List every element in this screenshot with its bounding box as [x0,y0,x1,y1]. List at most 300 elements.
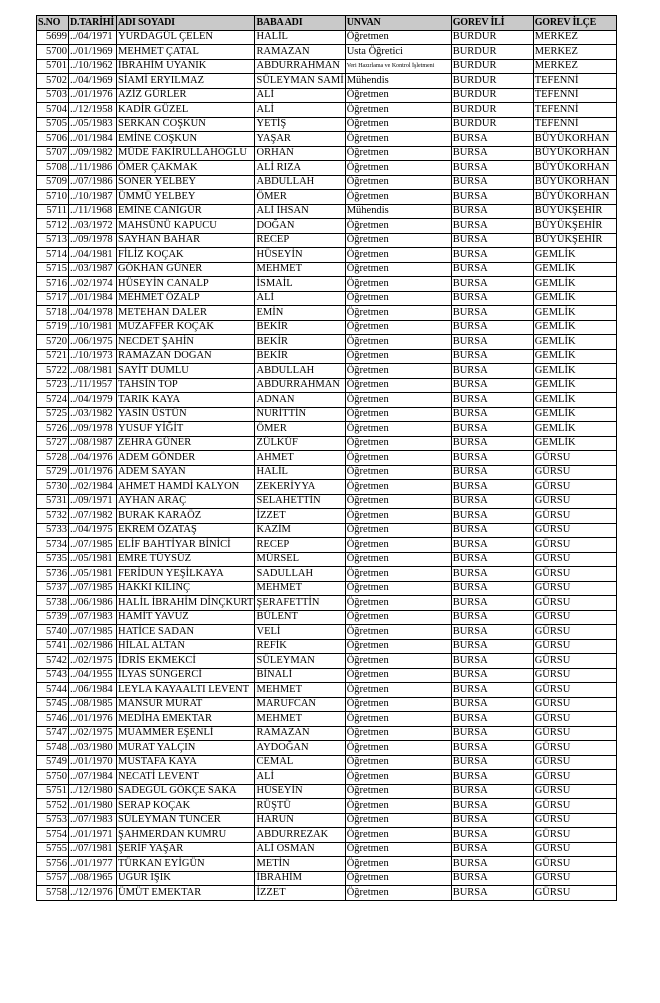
table-row [37,741,617,756]
cell-father-name: ABDULLAH [255,175,345,190]
cell-father-name: MEHMET [255,683,345,698]
cell-birth-date: ../01/1984 [69,291,117,306]
cell-birth-date: ../07/1983 [69,610,117,625]
table-row [37,45,617,60]
cell-district: GÜRSU [533,886,616,901]
cell-district: BÜYÜKŞEHİR [533,219,616,234]
table-row [37,494,617,509]
table-row [37,886,617,901]
table-row [37,204,617,219]
cell-full-name: RAMAZAN DOĞAN [117,349,255,364]
cell-province: BURSA [451,161,533,176]
cell-title: Öğretmen [345,639,451,654]
table-row [37,567,617,582]
cell-district: GÜRSU [533,610,616,625]
cell-district: GÜRSU [533,813,616,828]
cell-district: BÜYÜKORHAN [533,132,616,147]
cell-full-name: YASİN ÜSTÜN [117,407,255,422]
table-row [37,233,617,248]
cell-province: BURSA [451,842,533,857]
cell-title: Öğretmen [345,828,451,843]
table-row [37,480,617,495]
cell-province: BURSA [451,349,533,364]
cell-birth-date: ../07/1985 [69,581,117,596]
cell-sno: 5758 [37,886,69,901]
cell-father-name: HÜSEYİN [255,248,345,263]
cell-father-name: HALİL [255,30,345,45]
cell-father-name: RAMAZAN [255,726,345,741]
cell-district: GÜRSU [533,654,616,669]
cell-sno: 5716 [37,277,69,292]
cell-father-name: İZZET [255,509,345,524]
cell-district: GEMLİK [533,393,616,408]
cell-sno: 5754 [37,828,69,843]
cell-birth-date: ../03/1987 [69,262,117,277]
cell-father-name: BEKİR [255,335,345,350]
cell-district: GEMLİK [533,291,616,306]
table-row [37,683,617,698]
cell-father-name: ABDURREZAK [255,828,345,843]
cell-province: BURSA [451,306,533,321]
cell-birth-date: ../12/1976 [69,886,117,901]
cell-title: Öğretmen [345,480,451,495]
cell-birth-date: ../05/1983 [69,117,117,132]
cell-province: BURSA [451,509,533,524]
cell-province: BURSA [451,813,533,828]
table-row [37,509,617,524]
cell-title: Öğretmen [345,610,451,625]
cell-title: Öğretmen [345,523,451,538]
cell-sno: 5710 [37,190,69,205]
cell-district: GÜRSU [533,639,616,654]
cell-father-name: BİNALİ [255,668,345,683]
cell-full-name: HAMİT YAVUZ [117,610,255,625]
cell-district: GÜRSU [533,683,616,698]
cell-full-name: MANSUR MURAT [117,697,255,712]
cell-sno: 5753 [37,813,69,828]
table-row [37,306,617,321]
cell-province: BURSA [451,422,533,437]
cell-full-name: ELİF BAHTİYAR BİNİCİ [117,538,255,553]
table-row [37,190,617,205]
cell-title: Öğretmen [345,451,451,466]
cell-father-name: BEKİR [255,320,345,335]
cell-title: Öğretmen [345,393,451,408]
cell-sno: 5756 [37,857,69,872]
cell-birth-date: ../01/1970 [69,755,117,770]
cell-father-name: ZÜLKÜF [255,436,345,451]
cell-full-name: SÜLEYMAN TUNCER [117,813,255,828]
cell-full-name: İLYAS SÜNGERCİ [117,668,255,683]
cell-full-name: ÖMER ÇAKMAK [117,161,255,176]
cell-district: BÜYÜKORHAN [533,190,616,205]
cell-father-name: BEKİR [255,349,345,364]
table-row [37,146,617,161]
cell-birth-date: ../05/1981 [69,552,117,567]
cell-sno: 5715 [37,262,69,277]
table-row [37,610,617,625]
cell-title: Öğretmen [345,88,451,103]
cell-full-name: ADEM SAYAN [117,465,255,480]
cell-full-name: MAHSÜNÜ KAPUCU [117,219,255,234]
cell-province: BURSA [451,784,533,799]
table-row [37,248,617,263]
cell-province: BURSA [451,436,533,451]
cell-sno: 5742 [37,654,69,669]
cell-title: Öğretmen [345,654,451,669]
cell-father-name: ABDURRAHMAN [255,59,345,74]
cell-birth-date: ../12/1980 [69,784,117,799]
cell-father-name: ALİ [255,88,345,103]
cell-sno: 5724 [37,393,69,408]
cell-birth-date: ../06/1986 [69,596,117,611]
cell-sno: 5736 [37,567,69,582]
cell-title: Öğretmen [345,103,451,118]
cell-sno: 5734 [37,538,69,553]
cell-district: TEFENNİ [533,117,616,132]
cell-district: GEMLİK [533,378,616,393]
cell-birth-date: ../03/1982 [69,407,117,422]
cell-father-name: ABDULLAH [255,364,345,379]
cell-title: Öğretmen [345,422,451,437]
cell-province: BURSA [451,610,533,625]
cell-district: BÜYÜKORHAN [533,175,616,190]
header-father-name: BABA ADI [255,16,345,31]
table-row [37,726,617,741]
header-full-name: ADI SOYADI [117,16,255,31]
cell-sno: 5725 [37,407,69,422]
cell-district: GÜRSU [533,842,616,857]
cell-title: Öğretmen [345,552,451,567]
cell-full-name: ADEM GÖNDER [117,451,255,466]
cell-father-name: SADULLAH [255,567,345,582]
cell-district: GÜRSU [533,857,616,872]
cell-birth-date: ../11/1957 [69,378,117,393]
cell-sno: 5743 [37,668,69,683]
cell-sno: 5705 [37,117,69,132]
table-row [37,291,617,306]
cell-sno: 5750 [37,770,69,785]
cell-district: GÜRSU [533,726,616,741]
cell-title: Öğretmen [345,262,451,277]
table-row [37,407,617,422]
cell-province: BURSA [451,190,533,205]
cell-birth-date: ../01/1976 [69,88,117,103]
cell-birth-date: ../07/1985 [69,538,117,553]
cell-title: Öğretmen [345,857,451,872]
cell-birth-date: ../09/1982 [69,146,117,161]
cell-sno: 5709 [37,175,69,190]
cell-province: BURSA [451,494,533,509]
cell-full-name: MEHMET ÇATAL [117,45,255,60]
cell-district: GÜRSU [533,552,616,567]
cell-sno: 5714 [37,248,69,263]
cell-sno: 5727 [37,436,69,451]
cell-sno: 5704 [37,103,69,118]
cell-father-name: ALİ İHSAN [255,204,345,219]
cell-full-name: ÜMÜT EMEKTAR [117,886,255,901]
table-row [37,712,617,727]
cell-province: BURSA [451,407,533,422]
cell-title: Öğretmen [345,233,451,248]
cell-full-name: YUSUF YİĞİT [117,422,255,437]
cell-full-name: MÜDE FAKİRULLAHOĞLU [117,146,255,161]
cell-district: BÜYÜKŞEHİR [533,233,616,248]
cell-district: GEMLİK [533,407,616,422]
cell-sno: 5711 [37,204,69,219]
cell-district: GÜRSU [533,770,616,785]
cell-full-name: TAHSİN TOP [117,378,255,393]
cell-title: Öğretmen [345,494,451,509]
cell-full-name: FİLİZ KOÇAK [117,248,255,263]
cell-sno: 5701 [37,59,69,74]
cell-birth-date: ../04/1976 [69,451,117,466]
cell-province: BURSA [451,639,533,654]
cell-province: BURDUR [451,103,533,118]
cell-title: Öğretmen [345,306,451,321]
cell-full-name: AYHAN ARAÇ [117,494,255,509]
cell-title: Öğretmen [345,407,451,422]
cell-district: GEMLİK [533,349,616,364]
cell-district: GÜRSU [533,697,616,712]
cell-title: Öğretmen [345,625,451,640]
cell-title: Öğretmen [345,784,451,799]
cell-province: BURSA [451,538,533,553]
cell-father-name: İZZET [255,886,345,901]
cell-district: TEFENNİ [533,88,616,103]
cell-district: TEFENNİ [533,74,616,89]
cell-sno: 5737 [37,581,69,596]
cell-father-name: ALİ [255,103,345,118]
cell-title: Öğretmen [345,770,451,785]
cell-sno: 5700 [37,45,69,60]
cell-sno: 5706 [37,132,69,147]
table-row [37,538,617,553]
table-row [37,668,617,683]
cell-father-name: SELAHETTİN [255,494,345,509]
cell-sno: 5745 [37,697,69,712]
cell-full-name: METEHAN DALER [117,306,255,321]
table-row [37,320,617,335]
cell-title: Öğretmen [345,567,451,582]
cell-birth-date: ../04/1981 [69,248,117,263]
cell-sno: 5728 [37,451,69,466]
cell-district: MERKEZ [533,30,616,45]
cell-birth-date: ../02/1975 [69,654,117,669]
cell-birth-date: ../01/1969 [69,45,117,60]
cell-district: GÜRSU [533,567,616,582]
cell-district: BÜYÜKORHAN [533,146,616,161]
cell-sno: 5718 [37,306,69,321]
cell-full-name: EMİNE COŞKUN [117,132,255,147]
cell-province: BURSA [451,871,533,886]
cell-province: BURSA [451,132,533,147]
cell-sno: 5748 [37,741,69,756]
cell-title: Öğretmen [345,219,451,234]
cell-province: BURDUR [451,117,533,132]
cell-birth-date: ../07/1986 [69,175,117,190]
table-row [37,697,617,712]
table-row [37,654,617,669]
table-row [37,175,617,190]
cell-sno: 5723 [37,378,69,393]
cell-district: GÜRSU [533,828,616,843]
cell-father-name: ADNAN [255,393,345,408]
table-row [37,784,617,799]
table-row [37,422,617,437]
cell-sno: 5717 [37,291,69,306]
cell-full-name: HÜSEYİN CANALP [117,277,255,292]
cell-title: Öğretmen [345,190,451,205]
cell-birth-date: ../06/1975 [69,335,117,350]
cell-full-name: EKREM ÖZATAŞ [117,523,255,538]
cell-full-name: EMRE TÜYSÜZ [117,552,255,567]
cell-district: GÜRSU [533,755,616,770]
cell-full-name: LEYLA KAYAALTI LEVENT [117,683,255,698]
table-row [37,799,617,814]
cell-full-name: YURDAGÜL ÇELEN [117,30,255,45]
cell-province: BURSA [451,683,533,698]
cell-province: BURSA [451,465,533,480]
cell-father-name: BÜLENT [255,610,345,625]
table-row [37,74,617,89]
cell-sno: 5747 [37,726,69,741]
cell-title: Öğretmen [345,741,451,756]
cell-father-name: SÜLEYMAN [255,654,345,669]
cell-father-name: HARUN [255,813,345,828]
cell-sno: 5722 [37,364,69,379]
header-title: UNVAN [345,16,451,31]
table-row [37,857,617,872]
cell-birth-date: ../12/1958 [69,103,117,118]
cell-province: BURDUR [451,74,533,89]
cell-father-name: MARUFCAN [255,697,345,712]
table-row [37,277,617,292]
table-row [37,59,617,74]
cell-district: GEMLİK [533,364,616,379]
cell-birth-date: ../09/1978 [69,233,117,248]
cell-father-name: MEHMET [255,262,345,277]
cell-title: Öğretmen [345,335,451,350]
cell-title: Öğretmen [345,871,451,886]
cell-father-name: AHMET [255,451,345,466]
cell-title: Öğretmen [345,799,451,814]
cell-father-name: SÜLEYMAN SAMİ [255,74,345,89]
cell-title: Öğretmen [345,668,451,683]
cell-father-name: RAMAZAN [255,45,345,60]
cell-province: BURDUR [451,59,533,74]
cell-full-name: MEHMET ÖZALP [117,291,255,306]
cell-district: GÜRSU [533,480,616,495]
cell-full-name: TÜRKAN EYİGÜN [117,857,255,872]
cell-province: BURSA [451,828,533,843]
cell-full-name: ŞERİF YAŞAR [117,842,255,857]
cell-province: BURSA [451,654,533,669]
cell-province: BURSA [451,799,533,814]
cell-sno: 5726 [37,422,69,437]
cell-birth-date: ../06/1984 [69,683,117,698]
table-row [37,262,617,277]
cell-district: GÜRSU [533,523,616,538]
cell-father-name: EMİN [255,306,345,321]
table-row [37,436,617,451]
cell-sno: 5721 [37,349,69,364]
cell-full-name: HİLAL ALTAN [117,639,255,654]
cell-title: Öğretmen [345,117,451,132]
cell-province: BURSA [451,393,533,408]
cell-full-name: GÖKHAN GÜNER [117,262,255,277]
personnel-table [36,15,617,901]
cell-father-name: ALİ RIZA [255,161,345,176]
cell-sno: 5741 [37,639,69,654]
table-row [37,523,617,538]
cell-sno: 5719 [37,320,69,335]
cell-district: GÜRSU [533,465,616,480]
cell-birth-date: ../01/1971 [69,828,117,843]
cell-province: BURSA [451,581,533,596]
cell-district: GÜRSU [533,712,616,727]
cell-district: GEMLİK [533,277,616,292]
cell-district: GEMLİK [533,262,616,277]
cell-father-name: ALİ OSMAN [255,842,345,857]
cell-father-name: ORHAN [255,146,345,161]
cell-title: Öğretmen [345,277,451,292]
cell-title: Öğretmen [345,349,451,364]
table-row [37,451,617,466]
cell-sno: 5738 [37,596,69,611]
cell-birth-date: ../08/1987 [69,436,117,451]
cell-full-name: MUAMMER EŞENLİ [117,726,255,741]
cell-birth-date: ../10/1987 [69,190,117,205]
cell-district: GÜRSU [533,596,616,611]
cell-title: Öğretmen [345,712,451,727]
cell-sno: 5731 [37,494,69,509]
cell-father-name: KAZİM [255,523,345,538]
cell-title: Öğretmen [345,683,451,698]
table-row [37,465,617,480]
cell-birth-date: ../08/1965 [69,871,117,886]
cell-title: Usta Öğretici [345,45,451,60]
cell-father-name: ÖMER [255,190,345,205]
cell-province: BURSA [451,451,533,466]
cell-province: BURSA [451,886,533,901]
header-birth-date: D.TARİHİ [69,16,117,31]
cell-birth-date: ../07/1982 [69,509,117,524]
cell-full-name: MUSTAFA KAYA [117,755,255,770]
cell-full-name: SAYİT DUMLU [117,364,255,379]
table-row [37,335,617,350]
cell-province: BURSA [451,364,533,379]
cell-province: BURSA [451,668,533,683]
table-row [37,625,617,640]
header-row [37,16,617,31]
cell-birth-date: ../08/1985 [69,697,117,712]
cell-province: BURSA [451,726,533,741]
cell-father-name: HALİL [255,465,345,480]
cell-title: Öğretmen [345,697,451,712]
cell-full-name: KADİR GÜZEL [117,103,255,118]
cell-birth-date: ../09/1971 [69,494,117,509]
cell-father-name: İBRAHİM [255,871,345,886]
cell-province: BURSA [451,204,533,219]
cell-district: GÜRSU [533,538,616,553]
cell-title: Öğretmen [345,755,451,770]
table-row [37,828,617,843]
cell-father-name: AYDOĞAN [255,741,345,756]
cell-father-name: ABDURRAHMAN [255,378,345,393]
cell-title: Öğretmen [345,726,451,741]
cell-sno: 5733 [37,523,69,538]
